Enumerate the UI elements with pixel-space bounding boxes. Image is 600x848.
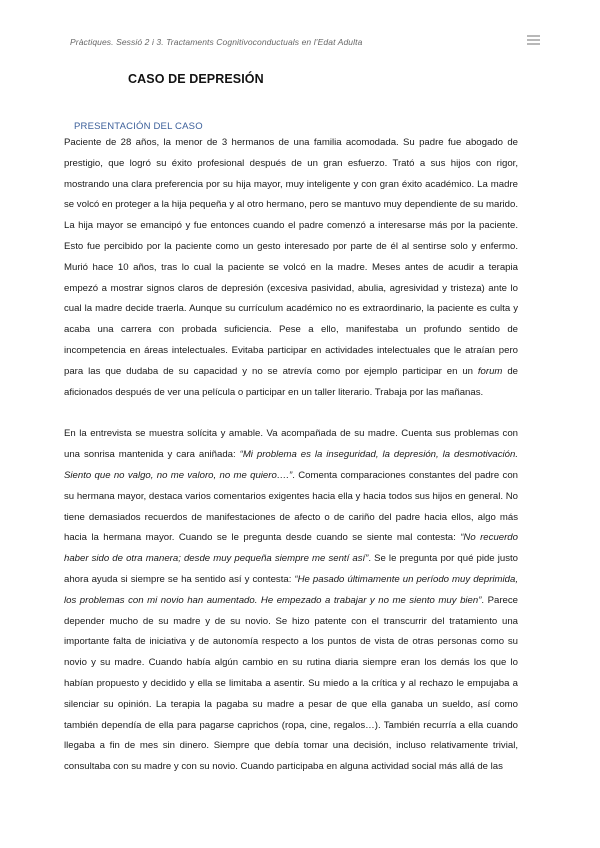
paragraph-text: . Parece depender mucho de su madre y de su novio. Se hizo patente con el transcurrir del tratamiento una importante falta de iniciativa y de autonomía respecto a los puntos de vista de otras personas como su novio y su madre. Cuando había algún cambio en su rutina diaria siempre eran los demás los que lo habían propuesto y decidido y ella se limitaba a asentir. Su miedo a la crítica y al rechazo le empujaba a silenciar su opinión. La terapia la pagaba su madre a pesar de que ella ganaba un sueldo, así como también dependía de ella para pagarse caprichos (ropa, cine, regalos…). También recurría a ella cuando llegaba a fin de mes sin dinero. Siempre que debía tomar una decisión, incluso relativamente trivial, consultaba con su madre y con su novio. Cuando participaba en alguna actividad social más allá de las (64, 594, 518, 773)
running-header-text: Pràctiques. Sessió 2 i 3. Tractaments Cognitivoconductuals en l’Edat Adulta (70, 37, 363, 47)
document-title: CASO DE DEPRESIÓN (128, 72, 264, 86)
paragraph-case-background (64, 133, 518, 403)
document-body (64, 133, 518, 778)
paragraph-interview (64, 424, 518, 778)
document-icon (527, 35, 540, 47)
patient-quote: “Mi problema es la inseguridad, la depresión, la desmotivación. Siento que no valgo, no me valoro, no me quiero….” (64, 449, 519, 481)
paragraph-text: Paciente de 28 años, la menor de 3 hermanos de una familia acomodada. Su padre fue abogado de prestigio, que logró su éxito profesional después de un gran esfuerzo. Trató a sus hijos con rigor, mostrando una clara preferencia por su hija mayor, muy inteligente y con gran éxito académico. La madre se volcó en proteger a la hija pequeña y al otro hermano, pero se mantuvo muy dependiente de su marido. La hija mayor se emancipó y fue entonces cuando el padre comenzó a interesarse más por la paciente. Esto fue percibido por la paciente como un gesto interesado por parte de él al sentirse solo y enfermo. Murió hace 10 años, tras lo cual la paciente se volcó en la madre. Meses antes de acudir a terapia empezó a mostrar signos claros de depresión (excesiva pasividad, abulia, agresividad y tristeza) ante lo cual la madre decide traerla. Aunque su currículum académico no es extraordinario, la paciente es culta y acaba una carrera con probada suficiencia. Pese a ello, manifestaba un profundo sentido de incompetencia en áreas intelectuales. Evitaba participar en actividades intelectuales que le atraían pero para las que dudaba de su capacidad y no se atrevía como por ejemplo participar en un (64, 137, 518, 377)
paragraph-text: de aficionados después de ver una película o participar en un taller literario. Trabaja por las mañanas. (64, 365, 518, 398)
patient-quote: “No recuerdo haber sido de otra manera; desde muy pequeña siempre me sentí así” (64, 532, 518, 565)
paragraph-text: En la entrevista se muestra solícita y amable. Va acompañada de su madre. Cuenta sus problemas con una sonrisa mantenida y cara aniñada: (64, 428, 518, 461)
running-header (70, 37, 540, 47)
patient-quote: “He pasado últimamente un período muy deprimida, los problemas con mi novio han aumentado. He empezado a trabajar y no me siento muy bien” (64, 573, 518, 606)
italic-term: forum (477, 365, 503, 377)
section-heading: PRESENTACIÓN DEL CASO (74, 121, 203, 132)
paragraph-text: . Comenta comparaciones constantes del padre con su hermana mayor, destaca varios comentarios exigentes hacia ella y hacia todos sus hijos en general. No tiene demasiados recuerdos de manifestaciones de afecto o de cariño del padre hacia ellos, algo más hacia la hermana mayor. Cuando se le pregunta desde cuando se siente mal contesta: (64, 469, 519, 544)
paragraph-text: . Se le pregunta por qué pide justo ahora ayuda si siempre se ha sentido así y contesta: (64, 553, 518, 585)
